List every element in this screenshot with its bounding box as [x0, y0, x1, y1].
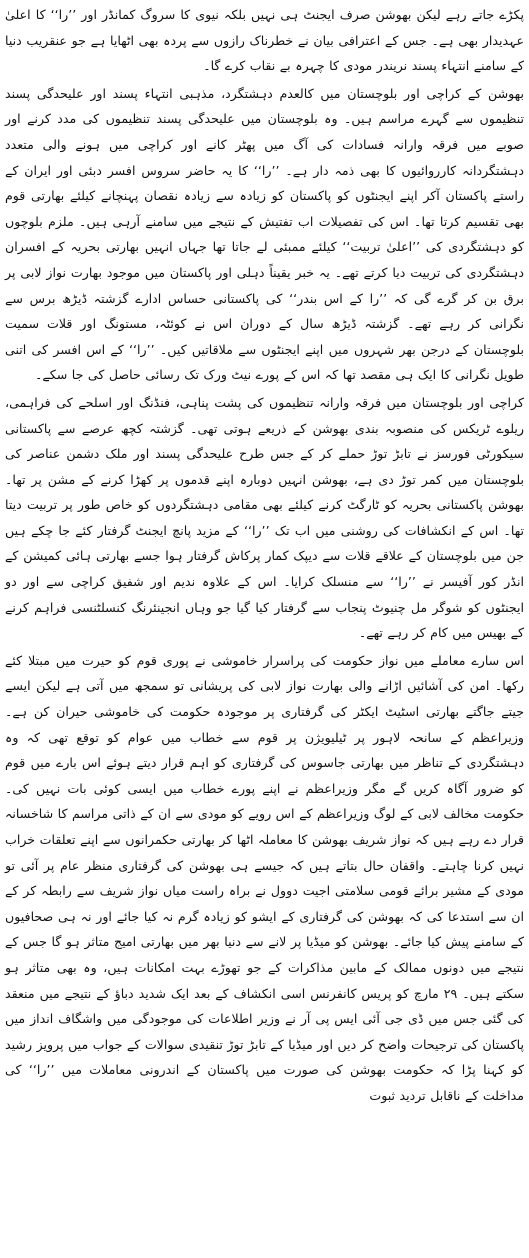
article-paragraph-2: بھوشن کے کراچی اور بلوچستان میں کالعدم دہشتگرد، مذہبی انتہاء پسند اور علیحدگی پسند تنظیموں سے گہرے مراسم ہیں۔ وہ بلوچستان میں علیحدگی پسند تنظیموں کی مدد کرنے اور صوبے میں فرقہ وارانہ فسادات کی آگ میں پھٹر کانے اور کراچی میں ہونے والی متعدد دہشتگردانہ کارروائیوں کا بھی ذمہ دار ہے۔ ’’را‘‘ کا یہ حاضر سروس افسر دبئی اور ایران کے راستے پاکستان آکر اپنے ایجنٹوں کو پاکستان کو زیادہ سے زیادہ نقصان پہنچانے کیلئے بھارتی قوم بھی تقسیم کرتا تھا۔ اس کی تفصیلات اب تفتیش کے نتیجے میں سامنے آرہی ہیں۔ ملزم بلوچوں کو دہشتگردی کی ’’اعلیٰ تربیت‘‘ کیلئے ممبئی لے جاتا تھا جہاں انہیں بھارتی بحریہ کے افسران دہشتگردی کی تربیت دیا کرتے تھے۔ یہ خبر یقیناً دہلی اور پاکستان میں موجود بھارت نواز لابی پر برق بن کر گرے گی کہ ’’را کے اس بندر‘‘ کی پاکستانی حساس ادارے گزشتہ ڈیڑھ برس سے نگرانی کر رہے تھے۔ گزشتہ ڈیڑھ سال کے دوران اس نے کوئٹہ، مستونگ اور قلات سمیت بلوچستان کے درجن بھر شہروں میں اپنے ایجنٹوں سے ملاقاتیں کیں۔ ’’را‘‘ کے اس افسر کی اتنی طویل نگرانی کا ایک ہی مقصد تھا کہ اس کے پورے نیٹ ورک تک رسائی حاصل کی جا سکے۔ [5, 85, 524, 383]
article-paragraph-4: اس سارے معاملے میں نواز حکومت کی پراسرار خاموشی نے پوری قوم کو حیرت میں مبتلا کئے رکھا۔ امن کی آشائیں اڑانے والی بھارت نواز لابی کی پریشانی تو سمجھ میں آتی ہے لیکن ایسے جیتے جاگتے بھارتی اسٹیٹ ایکٹر کی گرفتاری پر موجودہ حکومت کی خاموشی حیران کن ہے۔ وزیراعظم کے سانحہ لاہور پر ٹیلیویژن پر قوم سے خطاب میں عوام کو توقع تھی کہ وہ دہشتگردی کے تناظر میں بھارتی جاسوس کی گرفتاری کو اہم قرار دیتے ہوئے اس بارے میں قوم کو ضرور آگاہ کریں گے مگر وزیراعظم نے اپنے پورے خطاب میں ایسی کوئی بات نہیں کی۔ حکومت مخالف لابی کے لوگ وزیراعظم کے اس رویے کو مودی سے ان کے ذاتی مراسم کا شاخسانہ قرار دے رہے ہیں کہ نواز شریف بھوشن کا معاملہ اٹھا کر بھارتی حکمرانوں سے اپنے تعلقات خراب نہیں کرنا چاہتے۔ واقفان حال بتاتے ہیں کہ جیسے ہی بھوشن کی گرفتاری منظر عام پر آئی تو مودی کے مشیر برائے قومی سلامتی اجیت دوول نے براہ راست میاں نواز شریف سے رابطہ کر کے ان سے استدعا کی کہ بھوشن کی گرفتاری کے ایشو کو زیادہ گرم نہ کیا جائے اور نہ ہی صحافیوں کے سامنے پیش کیا جائے۔ بھوشن کو میڈیا پر لانے سے دنیا بھر میں بھارتی امیج متاثر ہو گا جس کے نتیجے میں دونوں ممالک کے مابین مذاکرات کے جو تھوڑے بہت امکانات ہیں، وہ بھی متاثر ہو سکتے ہیں۔ ۲۹ مارچ کو پریس کانفرنس اسی انکشاف کے بعد ایک شدید دباؤ کے نتیجے میں منعقد کی گئی جس میں ڈی جی آئی ایس پی آر نے وزیر اطلاعات کی موجودگی میں واشگاف انداز میں پاکستان کی ترجیحات واضح کر دیں اور میڈیا کے تابڑ توڑ تنقیدی سوالات کے جواب میں پرویز رشید کو کہنا پڑا کہ حکومت بھوشن کی صورت میں پاکستان کے اندرونی معاملات میں ’’را‘‘ کی مداخلت کے ناقابل تردید ثبوت [5, 652, 525, 1103]
article-paragraph-1: پکڑے جاتے رہے لیکن بھوشن صرف ایجنٹ ہی نہیں بلکہ نیوی کا سروگ کمانڈر اور ’’را‘‘ کا اعلیٰ عہدیدار بھی ہے۔ جس کے اعترافی بیان نے خطرناک رازوں سے پردہ بھی اٹھایا ہے جو عنقریب دنیا کے سامنے انتہاء پسند نریندر مودی کا چہرہ بے نقاب کرے گا۔ [5, 7, 524, 74]
article-paragraph-3: کراچی اور بلوچستان میں فرقہ وارانہ تنظیموں کی پشت پناہی، فنڈنگ اور اسلحے کی فراہمی، ریلوے ٹریکس کی منصوبہ بندی بھوشن کے ذریعے ہوتی تھی۔ گزشتہ کچھ عرصے سے پاکستانی سیکورٹی فورسز نے تابڑ توڑ حملے کر کے جس طرح علیحدگی پسند اور ملک دشمن عناصر کی بلوچستان میں کمر توڑ دی ہے، بھوشن انہیں دوبارہ اپنے قدموں پر کھڑا کرنے کے مشن پر تھا۔ بھوشن پاکستانی بحریہ کو ٹارگٹ کرنے کیلئے بھی مقامی دہشتگردوں کو خاص طور پر تربیت دیتا تھا۔ اس کے انکشافات کی روشنی میں اب تک ’’را‘‘ کے مزید پانچ ایجنٹ گرفتار کئے جا چکے ہیں جن میں بلوچستان کے علاقے قلات سے دیپک کمار پرکاش گرفتار ہوا جسے بھارتی ہائی کمیشن کے انڈر کور آفیسر نے ’’را‘‘ سے منسلک کرایا۔ اس کے علاوہ ندیم اور شفیق کراچی سے اور دو ایجنٹوں کو شوگر مل چنیوٹ پنجاب سے گرفتار کیا گیا جو وہاں انجینئرنگ کنسلٹنسی فراہم کرنے کے بھیس میں کام کر رہے تھے۔ [5, 394, 524, 641]
